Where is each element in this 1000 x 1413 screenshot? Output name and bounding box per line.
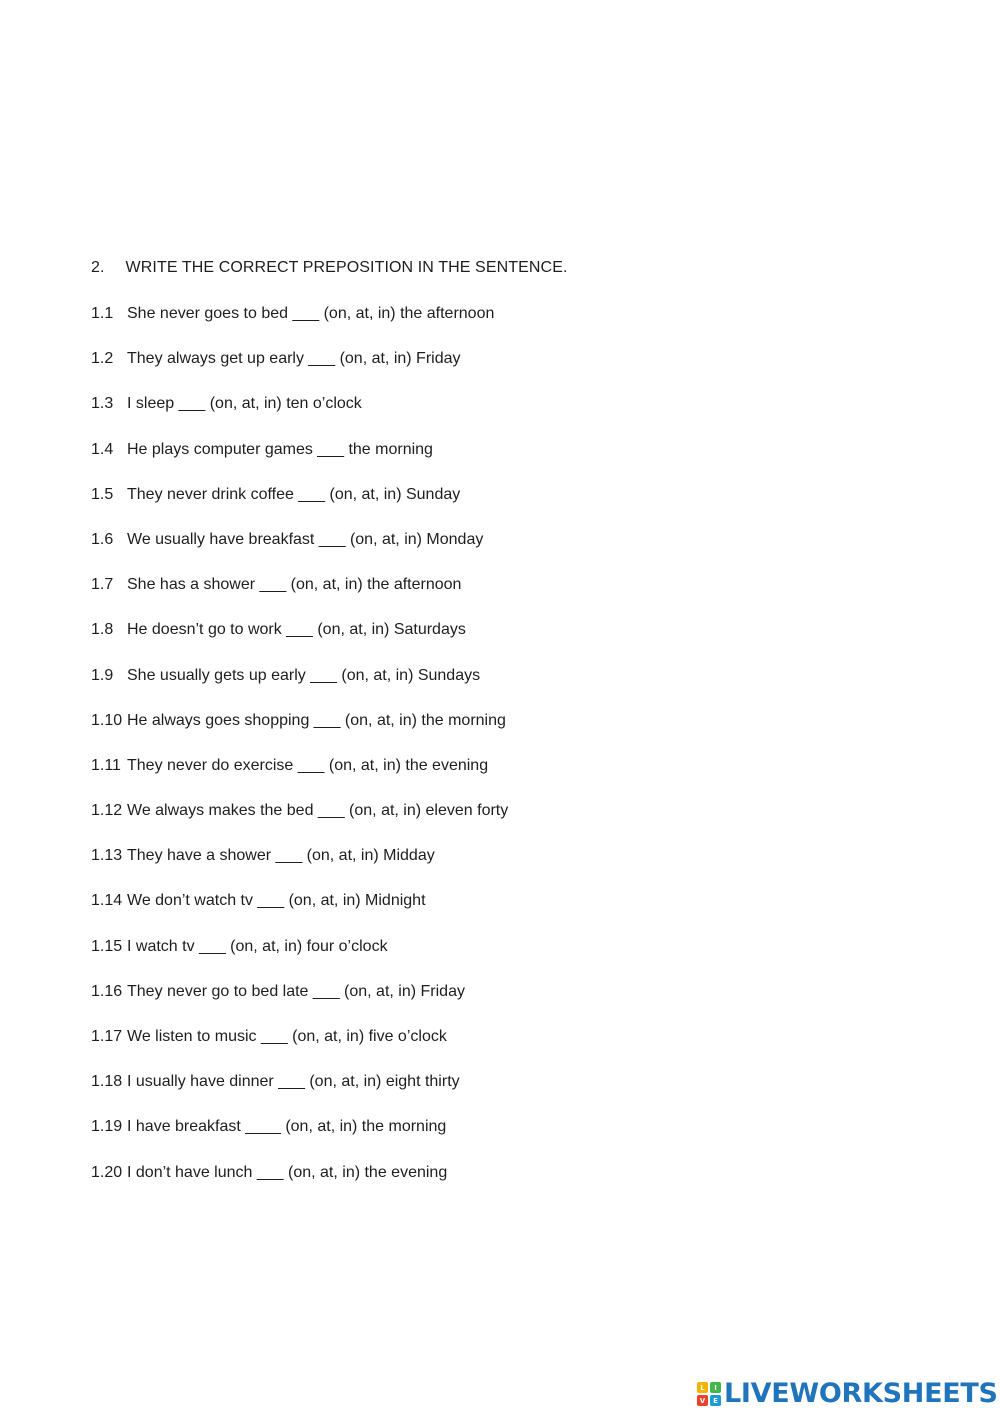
exercise-list	[91, 304, 508, 1208]
logo-mark-tile: E	[710, 1395, 721, 1406]
logo-mark-icon	[697, 1382, 721, 1406]
item-number: 1.13	[91, 847, 123, 865]
logo-mark-tile: L	[697, 1382, 708, 1393]
item-text: I have breakfast ____ (on, at, in) the morning	[127, 1118, 447, 1136]
exercise-item	[91, 575, 508, 620]
exercise-item	[91, 982, 508, 1027]
item-number: 1.10	[91, 711, 123, 729]
exercise-item	[91, 1072, 508, 1117]
item-number: 1.17	[91, 1028, 123, 1045]
item-text: They always get up early ___ (on, at, in) Friday	[127, 350, 461, 368]
item-text: I don’t have lunch ___ (on, at, in) the evening	[127, 1163, 448, 1181]
item-number: 1.16	[91, 982, 123, 1000]
item-text: He plays computer games ___ the morning	[127, 440, 433, 458]
exercise-item	[91, 440, 508, 485]
item-text: She has a shower ___ (on, at, in) the afternoon	[127, 576, 462, 594]
item-number: 1.9	[91, 666, 114, 684]
exercise-item	[91, 349, 508, 394]
exercise-item	[91, 485, 508, 530]
exercise-item	[91, 620, 508, 665]
item-text: I watch tv ___ (on, at, in) four o’clock	[127, 937, 388, 955]
item-text: I usually have dinner ___ (on, at, in) eight thirty	[127, 1073, 460, 1091]
item-number: 1.11	[91, 756, 121, 774]
exercise-item	[91, 1117, 508, 1162]
item-text: We listen to music ___ (on, at, in) five o’clock	[127, 1028, 447, 1045]
item-text: She usually gets up early ___ (on, at, in) Sundays	[127, 666, 481, 684]
exercise-item	[91, 846, 508, 891]
item-number: 1.18	[91, 1073, 123, 1091]
item-text: They never do exercise ___ (on, at, in) the evening	[127, 756, 489, 774]
item-number: 1.8	[91, 621, 114, 639]
item-number: 1.12	[91, 802, 123, 820]
item-text: We usually have breakfast ___ (on, at, in) Monday	[127, 530, 484, 548]
exercise-item	[91, 666, 508, 711]
item-text: They have a shower ___ (on, at, in) Midday	[127, 847, 435, 865]
item-number: 1.15	[91, 937, 123, 955]
logo-mark-tile: I	[710, 1382, 721, 1393]
exercise-item	[91, 1163, 508, 1208]
exercise-item	[91, 891, 508, 936]
exercise-item	[91, 1027, 508, 1072]
item-text: He always goes shopping ___ (on, at, in) the morning	[127, 711, 506, 729]
exercise-item	[91, 937, 508, 982]
section-number: 2.	[91, 259, 105, 276]
item-text: We don’t watch tv ___ (on, at, in) Midnight	[127, 892, 426, 910]
item-text: I sleep ___ (on, at, in) ten o’clock	[127, 395, 362, 413]
item-number: 1.14	[91, 892, 123, 910]
exercise-item	[91, 711, 508, 756]
section-heading	[91, 259, 568, 277]
item-number: 1.2	[91, 350, 114, 368]
item-text: We always makes the bed ___ (on, at, in) eleven forty	[127, 802, 509, 820]
item-number: 1.3	[91, 395, 114, 413]
item-number: 1.1	[91, 305, 114, 322]
item-text: They never drink coffee ___ (on, at, in) Sunday	[127, 485, 461, 503]
item-number: 1.7	[91, 576, 114, 594]
exercise-item	[91, 394, 508, 439]
item-text: He doesn’t go to work ___ (on, at, in) Saturdays	[127, 621, 466, 639]
exercise-item	[91, 756, 508, 801]
exercise-item	[91, 530, 508, 575]
item-number: 1.20	[91, 1163, 123, 1181]
section-title: WRITE THE CORRECT PREPOSITION IN THE SENTENCE.	[125, 259, 568, 276]
exercise-item	[91, 304, 508, 349]
exercise-item	[91, 801, 508, 846]
item-number: 1.19	[91, 1118, 123, 1136]
item-number: 1.5	[91, 485, 114, 503]
item-text: They never go to bed late ___ (on, at, in) Friday	[127, 982, 465, 1000]
logo-mark-tile: V	[697, 1395, 708, 1406]
item-number: 1.6	[91, 530, 114, 548]
logo-text: LIVEWORKSHEETS	[724, 1378, 998, 1409]
item-text: She never goes to bed ___ (on, at, in) the afternoon	[127, 305, 495, 322]
liveworksheets-logo[interactable]	[697, 1378, 998, 1410]
item-number: 1.4	[91, 440, 114, 458]
